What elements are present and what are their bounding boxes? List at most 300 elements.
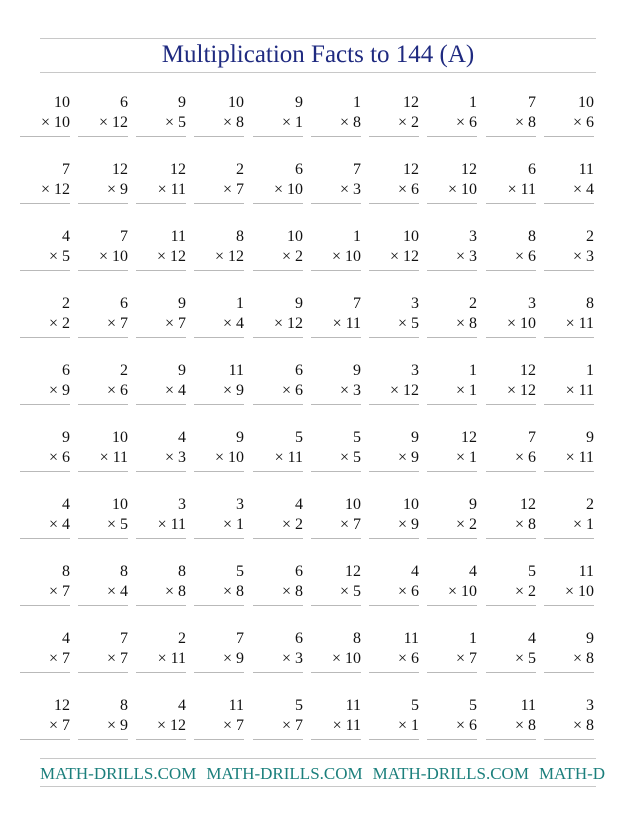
- multiplicand: 12: [403, 161, 419, 178]
- answer-line: [78, 404, 128, 405]
- multiplicand: 6: [295, 362, 303, 379]
- multiplicand: 7: [528, 94, 536, 111]
- multiplicand: 12: [520, 496, 536, 513]
- answer-line: [20, 471, 70, 472]
- multiplier: × 8: [339, 114, 361, 131]
- multiplicand: 12: [345, 563, 361, 580]
- multiplicand: 2: [178, 630, 186, 647]
- problem-8-7: [369, 562, 419, 612]
- answer-line: [20, 337, 70, 338]
- multiplicand: 1: [469, 630, 477, 647]
- multiplicand: 6: [120, 295, 128, 312]
- answer-line: [486, 270, 536, 271]
- answer-line: [311, 605, 361, 606]
- multiplicand: 7: [120, 630, 128, 647]
- answer-line: [136, 404, 186, 405]
- multiplier: × 7: [106, 650, 128, 667]
- multiplier: × 9: [222, 382, 244, 399]
- multiplier: × 7: [281, 717, 303, 734]
- answer-line: [311, 203, 361, 204]
- multiplier: × 6: [48, 449, 70, 466]
- answer-line: [369, 404, 419, 405]
- multiplicand: 12: [461, 429, 477, 446]
- problem-9-3: [136, 629, 186, 679]
- multiplier: × 11: [274, 449, 303, 466]
- answer-line: [369, 739, 419, 740]
- multiplier: × 11: [157, 181, 186, 198]
- problem-2-6: [311, 160, 361, 210]
- answer-line: [369, 672, 419, 673]
- answer-line: [311, 337, 361, 338]
- answer-line: [194, 270, 244, 271]
- problem-7-8: [427, 495, 477, 545]
- answer-line: [20, 538, 70, 539]
- multiplier: × 4: [222, 315, 244, 332]
- multiplier: × 7: [455, 650, 477, 667]
- problem-7-3: [136, 495, 186, 545]
- answer-line: [486, 337, 536, 338]
- problem-5-4: [194, 361, 244, 411]
- problem-9-4: [194, 629, 244, 679]
- problem-9-6: [311, 629, 361, 679]
- problem-7-9: [486, 495, 536, 545]
- answer-line: [78, 739, 128, 740]
- multiplicand: 5: [353, 429, 361, 446]
- multiplier: × 6: [514, 248, 536, 265]
- problem-8-3: [136, 562, 186, 612]
- multiplier: × 8: [222, 583, 244, 600]
- answer-line: [253, 404, 303, 405]
- problem-2-9: [486, 160, 536, 210]
- multiplicand: 7: [62, 161, 70, 178]
- answer-line: [369, 538, 419, 539]
- problem-6-9: [486, 428, 536, 478]
- answer-line: [253, 337, 303, 338]
- answer-line: [194, 605, 244, 606]
- problem-5-6: [311, 361, 361, 411]
- multiplicand: 11: [403, 630, 419, 647]
- multiplicand: 12: [461, 161, 477, 178]
- problem-7-7: [369, 495, 419, 545]
- answer-line: [486, 672, 536, 673]
- answer-line: [194, 136, 244, 137]
- multiplier: × 12: [214, 248, 244, 265]
- multiplicand: 1: [469, 362, 477, 379]
- multiplicand: 9: [236, 429, 244, 446]
- problem-2-7: [369, 160, 419, 210]
- problem-8-1: [20, 562, 70, 612]
- multiplier: × 12: [156, 717, 186, 734]
- answer-line: [78, 270, 128, 271]
- multiplicand: 8: [236, 228, 244, 245]
- answer-line: [136, 605, 186, 606]
- multiplicand: 12: [112, 161, 128, 178]
- multiplicand: 10: [112, 429, 128, 446]
- multiplicand: 8: [586, 295, 594, 312]
- answer-line: [253, 538, 303, 539]
- multiplier: × 9: [397, 516, 419, 533]
- problem-4-8: [427, 294, 477, 344]
- multiplicand: 9: [411, 429, 419, 446]
- multiplicand: 10: [345, 496, 361, 513]
- multiplicand: 9: [62, 429, 70, 446]
- multiplier: × 7: [106, 315, 128, 332]
- multiplier: × 6: [397, 583, 419, 600]
- multiplicand: 1: [469, 94, 477, 111]
- multiplier: × 11: [332, 717, 361, 734]
- problem-10-8: [427, 696, 477, 746]
- multiplicand: 11: [578, 563, 594, 580]
- problem-10-9: [486, 696, 536, 746]
- problem-5-2: [78, 361, 128, 411]
- problem-2-1: [20, 160, 70, 210]
- multiplicand: 5: [295, 429, 303, 446]
- answer-line: [253, 739, 303, 740]
- problem-6-7: [369, 428, 419, 478]
- multiplicand: 5: [295, 697, 303, 714]
- multiplicand: 7: [528, 429, 536, 446]
- multiplier: × 9: [222, 650, 244, 667]
- problem-5-9: [486, 361, 536, 411]
- answer-line: [253, 672, 303, 673]
- multiplicand: 3: [586, 697, 594, 714]
- problem-7-2: [78, 495, 128, 545]
- multiplier: × 8: [514, 114, 536, 131]
- answer-line: [78, 471, 128, 472]
- problem-4-7: [369, 294, 419, 344]
- multiplicand: 6: [528, 161, 536, 178]
- multiplier: × 6: [455, 717, 477, 734]
- multiplier: × 8: [572, 717, 594, 734]
- problem-3-3: [136, 227, 186, 277]
- answer-line: [427, 471, 477, 472]
- answer-line: [136, 538, 186, 539]
- answer-line: [486, 471, 536, 472]
- multiplier: × 9: [397, 449, 419, 466]
- answer-line: [78, 605, 128, 606]
- problem-8-8: [427, 562, 477, 612]
- multiplicand: 5: [411, 697, 419, 714]
- multiplicand: 3: [236, 496, 244, 513]
- multiplier: × 6: [397, 650, 419, 667]
- multiplicand: 9: [295, 94, 303, 111]
- multiplier: × 5: [106, 516, 128, 533]
- problem-1-9: [486, 93, 536, 143]
- multiplicand: 12: [520, 362, 536, 379]
- multiplicand: 9: [178, 362, 186, 379]
- problem-1-5: [253, 93, 303, 143]
- answer-line: [544, 471, 594, 472]
- multiplier: × 11: [332, 315, 361, 332]
- multiplier: × 8: [514, 717, 536, 734]
- multiplicand: 4: [469, 563, 477, 580]
- answer-line: [136, 203, 186, 204]
- multiplicand: 1: [586, 362, 594, 379]
- problem-5-1: [20, 361, 70, 411]
- problem-9-5: [253, 629, 303, 679]
- problem-8-6: [311, 562, 361, 612]
- answer-line: [369, 203, 419, 204]
- problem-3-5: [253, 227, 303, 277]
- answer-line: [253, 203, 303, 204]
- multiplier: × 5: [164, 114, 186, 131]
- answer-line: [311, 672, 361, 673]
- multiplicand: 7: [353, 161, 361, 178]
- problem-4-1: [20, 294, 70, 344]
- multiplier: × 10: [214, 449, 244, 466]
- multiplicand: 2: [586, 228, 594, 245]
- multiplicand: 9: [353, 362, 361, 379]
- multiplier: × 6: [281, 382, 303, 399]
- problem-1-7: [369, 93, 419, 143]
- multiplicand: 9: [469, 496, 477, 513]
- multiplicand: 2: [469, 295, 477, 312]
- problem-1-10: [544, 93, 594, 143]
- multiplicand: 11: [228, 362, 244, 379]
- multiplier: × 11: [507, 181, 536, 198]
- multiplicand: 2: [586, 496, 594, 513]
- multiplier: × 5: [514, 650, 536, 667]
- multiplier: × 8: [455, 315, 477, 332]
- multiplier: × 10: [447, 583, 477, 600]
- problem-10-7: [369, 696, 419, 746]
- multiplicand: 10: [403, 228, 419, 245]
- problem-5-3: [136, 361, 186, 411]
- problem-3-10: [544, 227, 594, 277]
- multiplicand: 6: [295, 161, 303, 178]
- multiplier: × 7: [222, 181, 244, 198]
- problem-3-8: [427, 227, 477, 277]
- answer-line: [369, 337, 419, 338]
- multiplicand: 9: [178, 295, 186, 312]
- problem-8-9: [486, 562, 536, 612]
- problem-5-7: [369, 361, 419, 411]
- answer-line: [136, 337, 186, 338]
- answer-line: [136, 136, 186, 137]
- worksheet-title: Multiplication Facts to 144 (A): [161, 41, 475, 68]
- multiplier: × 12: [156, 248, 186, 265]
- multiplicand: 10: [578, 94, 594, 111]
- answer-line: [194, 203, 244, 204]
- multiplier: × 10: [564, 583, 594, 600]
- multiplier: × 5: [48, 248, 70, 265]
- multiplier: × 10: [273, 181, 303, 198]
- answer-line: [194, 538, 244, 539]
- answer-line: [486, 538, 536, 539]
- multiplier: × 7: [48, 717, 70, 734]
- multiplier: × 6: [397, 181, 419, 198]
- multiplicand: 1: [353, 94, 361, 111]
- answer-line: [78, 337, 128, 338]
- multiplier: × 10: [506, 315, 536, 332]
- multiplicand: 3: [411, 362, 419, 379]
- multiplier: × 12: [389, 248, 419, 265]
- multiplicand: 2: [236, 161, 244, 178]
- problem-6-4: [194, 428, 244, 478]
- multiplicand: 5: [236, 563, 244, 580]
- problem-10-10: [544, 696, 594, 746]
- multiplicand: 11: [578, 161, 594, 178]
- multiplicand: 6: [295, 563, 303, 580]
- multiplier: × 12: [273, 315, 303, 332]
- problem-9-2: [78, 629, 128, 679]
- multiplier: × 7: [164, 315, 186, 332]
- multiplicand: 6: [62, 362, 70, 379]
- answer-line: [427, 270, 477, 271]
- multiplicand: 3: [411, 295, 419, 312]
- multiplier: × 6: [455, 114, 477, 131]
- answer-line: [369, 471, 419, 472]
- multiplicand: 4: [178, 429, 186, 446]
- multiplicand: 11: [170, 228, 186, 245]
- multiplier: × 12: [40, 181, 70, 198]
- multiplicand: 8: [62, 563, 70, 580]
- multiplicand: 8: [528, 228, 536, 245]
- problem-6-6: [311, 428, 361, 478]
- problem-1-2: [78, 93, 128, 143]
- problem-6-10: [544, 428, 594, 478]
- multiplier: × 1: [281, 114, 303, 131]
- answer-line: [544, 538, 594, 539]
- multiplicand: 9: [586, 630, 594, 647]
- multiplicand: 11: [345, 697, 361, 714]
- answer-line: [253, 270, 303, 271]
- answer-line: [486, 136, 536, 137]
- multiplicand: 4: [411, 563, 419, 580]
- multiplicand: 7: [236, 630, 244, 647]
- multiplicand: 11: [228, 697, 244, 714]
- answer-line: [253, 605, 303, 606]
- multiplicand: 2: [120, 362, 128, 379]
- multiplier: × 8: [572, 650, 594, 667]
- multiplicand: 11: [520, 697, 536, 714]
- multiplicand: 8: [120, 697, 128, 714]
- multiplicand: 6: [120, 94, 128, 111]
- answer-line: [544, 270, 594, 271]
- problem-4-6: [311, 294, 361, 344]
- answer-line: [78, 203, 128, 204]
- answer-line: [544, 605, 594, 606]
- answer-line: [136, 672, 186, 673]
- answer-line: [544, 203, 594, 204]
- multiplier: × 9: [106, 181, 128, 198]
- multiplicand: 7: [120, 228, 128, 245]
- multiplier: × 4: [106, 583, 128, 600]
- answer-line: [427, 605, 477, 606]
- answer-line: [136, 739, 186, 740]
- multiplier: × 12: [389, 382, 419, 399]
- answer-line: [78, 136, 128, 137]
- problem-3-7: [369, 227, 419, 277]
- multiplier: × 4: [48, 516, 70, 533]
- problem-3-6: [311, 227, 361, 277]
- problem-6-2: [78, 428, 128, 478]
- answer-line: [311, 471, 361, 472]
- answer-line: [486, 404, 536, 405]
- multiplier: × 2: [281, 248, 303, 265]
- multiplicand: 4: [62, 228, 70, 245]
- answer-line: [20, 605, 70, 606]
- multiplier: × 8: [514, 516, 536, 533]
- multiplier: × 5: [339, 583, 361, 600]
- multiplicand: 4: [62, 496, 70, 513]
- multiplier: × 6: [572, 114, 594, 131]
- multiplier: × 7: [48, 583, 70, 600]
- problem-6-3: [136, 428, 186, 478]
- problem-7-5: [253, 495, 303, 545]
- problem-7-4: [194, 495, 244, 545]
- problem-2-10: [544, 160, 594, 210]
- problem-10-2: [78, 696, 128, 746]
- multiplier: × 10: [40, 114, 70, 131]
- multiplicand: 5: [528, 563, 536, 580]
- problem-3-1: [20, 227, 70, 277]
- answer-line: [486, 203, 536, 204]
- multiplier: × 2: [397, 114, 419, 131]
- multiplier: × 11: [157, 516, 186, 533]
- multiplier: × 1: [455, 449, 477, 466]
- answer-line: [544, 136, 594, 137]
- problem-2-2: [78, 160, 128, 210]
- multiplier: × 3: [164, 449, 186, 466]
- answer-line: [427, 203, 477, 204]
- multiplier: × 3: [339, 382, 361, 399]
- problem-10-5: [253, 696, 303, 746]
- answer-line: [486, 739, 536, 740]
- answer-line: [20, 203, 70, 204]
- problem-5-8: [427, 361, 477, 411]
- multiplicand: 5: [469, 697, 477, 714]
- multiplier: × 5: [397, 315, 419, 332]
- answer-line: [194, 739, 244, 740]
- watermark-text: MATH-D: [538, 764, 606, 783]
- answer-line: [427, 538, 477, 539]
- multiplier: × 7: [222, 717, 244, 734]
- answer-line: [544, 739, 594, 740]
- answer-line: [369, 136, 419, 137]
- multiplier: × 2: [455, 516, 477, 533]
- problem-7-6: [311, 495, 361, 545]
- problem-5-5: [253, 361, 303, 411]
- answer-line: [136, 471, 186, 472]
- answer-line: [194, 404, 244, 405]
- answer-line: [427, 404, 477, 405]
- multiplicand: 6: [295, 630, 303, 647]
- multiplier: × 10: [98, 248, 128, 265]
- problem-10-1: [20, 696, 70, 746]
- multiplicand: 10: [54, 94, 70, 111]
- problem-6-1: [20, 428, 70, 478]
- problem-1-3: [136, 93, 186, 143]
- problem-3-9: [486, 227, 536, 277]
- answer-line: [311, 136, 361, 137]
- footer-watermark: [40, 762, 606, 786]
- answer-line: [369, 605, 419, 606]
- multiplicand: 10: [403, 496, 419, 513]
- answer-line: [20, 672, 70, 673]
- problem-1-8: [427, 93, 477, 143]
- answer-line: [78, 672, 128, 673]
- multiplier: × 10: [331, 248, 361, 265]
- multiplier: × 6: [514, 449, 536, 466]
- multiplier: × 2: [48, 315, 70, 332]
- problem-10-6: [311, 696, 361, 746]
- multiplier: × 4: [572, 181, 594, 198]
- multiplier: × 1: [572, 516, 594, 533]
- answer-line: [194, 672, 244, 673]
- watermark-text: MATH-DRILLS.COM: [206, 764, 363, 783]
- multiplicand: 8: [353, 630, 361, 647]
